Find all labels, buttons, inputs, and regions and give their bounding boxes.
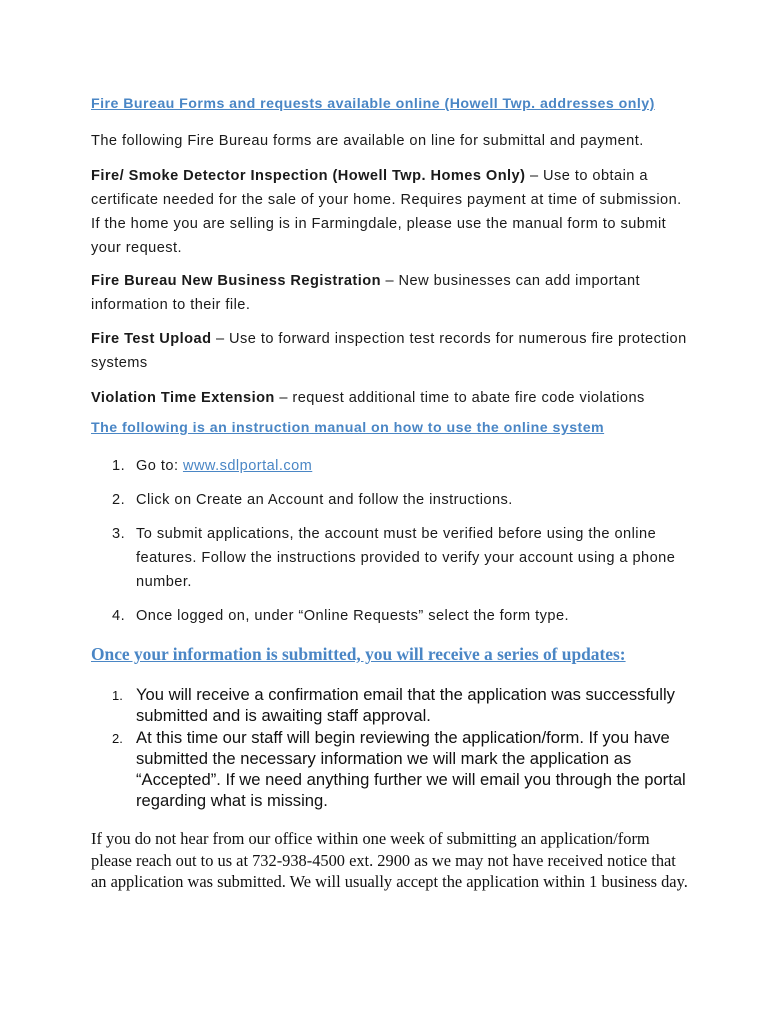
form-description: – request additional time to abate fire code violations <box>274 390 645 406</box>
step-text: Click on Create an Account and follow the instructions. <box>136 492 513 508</box>
list-item <box>91 454 691 478</box>
forms-heading-link[interactable]: Fire Bureau Forms and requests available online (Howell Twp. addresses only) <box>91 96 655 112</box>
list-number: 3. <box>112 526 126 542</box>
closing-paragraph: If you do not hear from our office within one week of submitting an application/form please reach out to us at 732-938-4500 ext. 2900 as we may not have received notice that an application was submitted. We will usually accept the application within 1 business day. <box>91 829 688 891</box>
form-smoke-detector <box>91 164 691 260</box>
form-description: – Use to obtain a certificate needed for the sale of your home. Requires payment at time of submission. If the home you are selling is in Farmingdale, please use the manual form to submit your request. <box>91 168 682 256</box>
updates-list <box>91 684 691 812</box>
update-text: At this time our staff will begin reviewing the application/form. If you have submitted the necessary information we will mark the application as “Accepted”. If we need anything further we will email you through the portal regarding what is missing. <box>136 728 686 810</box>
list-number: 4. <box>112 608 126 624</box>
form-description: – Use to forward inspection test records for numerous fire protection systems <box>91 331 687 371</box>
step-text: To submit applications, the account must be verified before using the online features. Follow the instructions provided to verify your account using a phone number. <box>136 526 676 590</box>
list-number: 1. <box>112 688 123 703</box>
updates-heading: Once your information is submitted, you will receive a series of updates: <box>91 644 626 664</box>
list-item <box>91 488 691 512</box>
intro-paragraph: The following Fire Bureau forms are available on line for submittal and payment. <box>91 133 644 149</box>
instruction-steps <box>91 454 691 638</box>
sdlportal-link[interactable]: www.sdlportal.com <box>182 458 313 474</box>
form-title: Violation Time Extension <box>91 390 275 406</box>
list-number: 2. <box>112 492 126 508</box>
form-violation-extension <box>91 386 691 410</box>
form-title: Fire/ Smoke Detector Inspection (Howell Twp. Homes Only) <box>91 168 526 184</box>
list-item <box>91 727 691 811</box>
step-text: Once logged on, under “Online Requests” select the form type. <box>136 608 570 624</box>
list-item <box>91 604 691 628</box>
form-title: Fire Test Upload <box>91 331 212 347</box>
list-number: 1. <box>112 458 126 474</box>
form-test-upload <box>91 327 691 375</box>
form-business-registration <box>91 269 691 317</box>
step-text: Go to: <box>136 458 183 474</box>
instruction-manual-link[interactable]: The following is an instruction manual on how to use the online system <box>91 420 605 436</box>
form-title: Fire Bureau New Business Registration <box>91 273 381 289</box>
list-item <box>91 684 691 726</box>
list-number: 2. <box>112 731 123 746</box>
list-item <box>91 522 691 594</box>
update-text: You will receive a confirmation email that the application was successfully submitted and is awaiting staff approval. <box>136 685 675 725</box>
form-description: – New businesses can add important information to their file. <box>91 273 641 313</box>
